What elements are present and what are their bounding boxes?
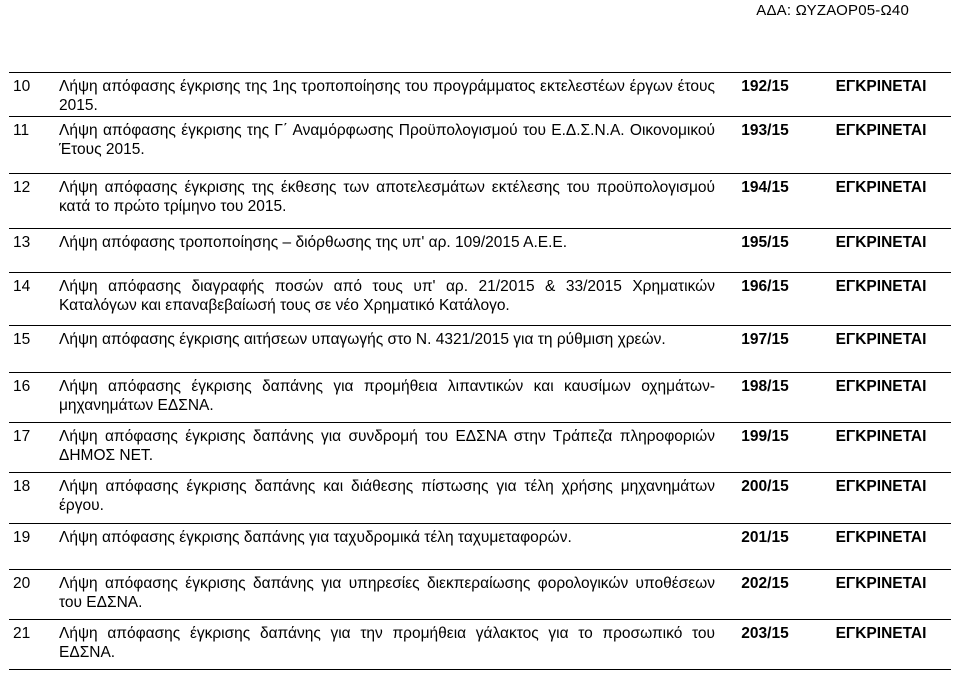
row-number: 20 <box>13 575 31 592</box>
status-badge: ΕΓΚΡΙΝΕΤΑΙ <box>835 78 927 95</box>
ada-code: ΑΔΑ: ΩΥΖΑΟΡ05-Ω40 <box>756 2 909 19</box>
status-badge: ΕΓΚΡΙΝΕΤΑΙ <box>835 478 927 495</box>
decision-number: 198/15 <box>741 378 789 395</box>
row-number: 18 <box>13 478 31 495</box>
decision-number: 196/15 <box>741 278 789 295</box>
table-row <box>9 473 951 524</box>
table-row <box>9 373 951 423</box>
row-description: Λήψη απόφασης έγκρισης της Γ΄ Αναμόρφωσης Προϋπολογισμού του Ε.Δ.Σ.Ν.Α. Οικονομικού Έτους 2015. <box>59 122 715 158</box>
row-description: Λήψη απόφασης έγκρισης δαπάνης για ταχυδρομικά τέλη ταχυμεταφορών. <box>59 529 572 546</box>
row-description: Λήψη απόφασης τροποποίησης – διόρθωσης της υπ' αρ. 109/2015 Α.Ε.Ε. <box>59 234 568 251</box>
row-description: Λήψη απόφασης έγκρισης της 1ης τροποποίησης του προγράμματος εκτελεστέων έργων έτους 2015. <box>59 78 715 114</box>
row-number: 21 <box>13 625 31 642</box>
row-number: 17 <box>13 428 31 445</box>
decision-number: 203/15 <box>741 625 789 642</box>
table-row <box>9 174 951 229</box>
row-description: Λήψη απόφασης διαγραφής ποσών από τους υπ' αρ. 21/2015 & 33/2015 Χρηματικών Καταλόγων και επαναβεβαίωσή τους σε νέο Χρηματικό Κατάλογο. <box>59 278 715 314</box>
status-badge: ΕΓΚΡΙΝΕΤΑΙ <box>835 625 927 642</box>
row-number: 19 <box>13 529 31 546</box>
decision-number: 195/15 <box>741 234 789 251</box>
table-row <box>9 423 951 473</box>
decision-number: 202/15 <box>741 575 789 592</box>
row-description: Λήψη απόφασης έγκρισης δαπάνης για συνδρομή του ΕΔΣΝΑ στην Τράπεζα πληροφοριών ΔΗΜΟΣ ΝΕΤ. <box>59 428 715 464</box>
row-description: Λήψη απόφασης έγκρισης της έκθεσης των αποτελεσμάτων εκτέλεσης του προϋπολογισμού κατά το πρώτο τρίμηνο του 2015. <box>59 179 715 215</box>
table-row <box>9 326 951 373</box>
row-number: 14 <box>13 278 31 295</box>
table-row <box>9 620 951 670</box>
decision-number: 194/15 <box>741 179 789 196</box>
decision-number: 193/15 <box>741 122 789 139</box>
row-number: 10 <box>13 78 31 95</box>
table-row <box>9 570 951 620</box>
row-number: 11 <box>13 122 30 139</box>
decision-number: 192/15 <box>741 78 789 95</box>
table-row <box>9 229 951 273</box>
decision-number: 200/15 <box>741 478 789 495</box>
status-badge: ΕΓΚΡΙΝΕΤΑΙ <box>835 428 927 445</box>
row-description: Λήψη απόφασης έγκρισης δαπάνης για προμήθεια λιπαντικών και καυσίμων οχημάτων-μηχανημάτων ΕΔΣΝΑ. <box>59 378 715 414</box>
row-number: 15 <box>13 331 31 348</box>
table-row <box>9 73 951 117</box>
row-description: Λήψη απόφασης έγκρισης δαπάνης για υπηρεσίες διεκπεραίωσης φορολογικών υποθέσεων του ΕΔΣΝΑ. <box>59 575 715 611</box>
table-row <box>9 273 951 326</box>
decisions-table <box>9 72 951 670</box>
row-description: Λήψη απόφασης έγκρισης δαπάνης για την προμήθεια γάλακτος για το προσωπικό του ΕΔΣΝΑ. <box>59 625 715 661</box>
status-badge: ΕΓΚΡΙΝΕΤΑΙ <box>835 234 927 251</box>
decision-number: 197/15 <box>741 331 789 348</box>
decision-number: 201/15 <box>741 529 789 546</box>
status-badge: ΕΓΚΡΙΝΕΤΑΙ <box>835 575 927 592</box>
status-badge: ΕΓΚΡΙΝΕΤΑΙ <box>835 331 927 348</box>
table-row <box>9 117 951 174</box>
decision-number: 199/15 <box>741 428 789 445</box>
status-badge: ΕΓΚΡΙΝΕΤΑΙ <box>835 122 927 139</box>
row-number: 12 <box>13 179 31 196</box>
status-badge: ΕΓΚΡΙΝΕΤΑΙ <box>835 179 927 196</box>
row-number: 16 <box>13 378 31 395</box>
table-row <box>9 524 951 570</box>
status-badge: ΕΓΚΡΙΝΕΤΑΙ <box>835 378 927 395</box>
status-badge: ΕΓΚΡΙΝΕΤΑΙ <box>835 278 927 295</box>
status-badge: ΕΓΚΡΙΝΕΤΑΙ <box>835 529 927 546</box>
row-number: 13 <box>13 234 31 251</box>
row-description: Λήψη απόφασης έγκρισης αιτήσεων υπαγωγής στο Ν. 4321/2015 για τη ρύθμιση χρεών. <box>59 331 666 348</box>
row-description: Λήψη απόφασης έγκρισης δαπάνης και διάθεσης πίστωσης για τέλη χρήσης μηχανημάτων έργου. <box>59 478 715 514</box>
